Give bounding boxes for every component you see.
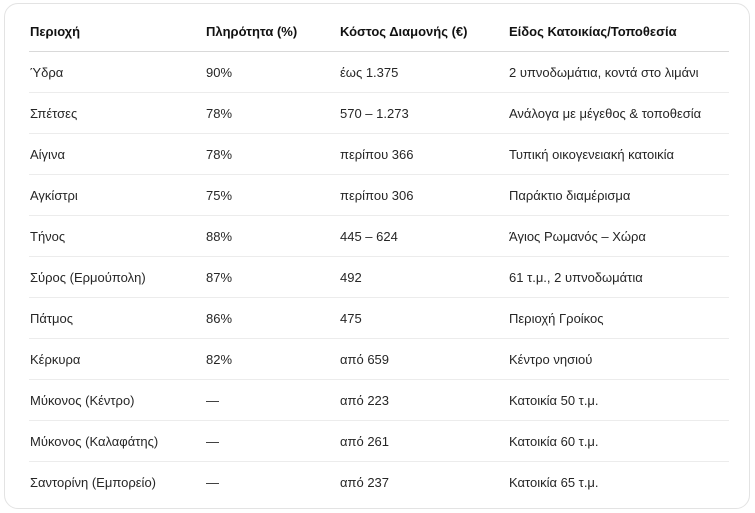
header-row <box>29 11 729 52</box>
cell-cost: 492 <box>339 257 508 298</box>
cell-region: Μύκονος (Καλαφάτης) <box>29 421 205 462</box>
table-row <box>29 421 729 462</box>
cell-housing-type: Τυπική οικογενειακή κατοικία <box>508 134 729 175</box>
cell-housing-type: Κατοικία 60 τ.μ. <box>508 421 729 462</box>
cell-cost: 475 <box>339 298 508 339</box>
table-row <box>29 380 729 421</box>
table-row <box>29 134 729 175</box>
cell-occupancy: 82% <box>205 339 339 380</box>
cell-housing-type: Κατοικία 65 τ.μ. <box>509 474 599 490</box>
cell-cost: από 261 <box>339 421 508 462</box>
cell-region: Σαντορίνη (Εμπορείο) <box>30 474 157 490</box>
cell-housing-type: 2 υπνοδωμάτια, κοντά στο λιμάνι <box>508 52 729 93</box>
cell-housing-type: 61 τ.μ., 2 υπνοδωμάτια <box>508 257 729 298</box>
cell-occupancy: 78% <box>205 93 339 134</box>
cell-occupancy: — <box>205 421 339 462</box>
cell-region: Τήνος <box>29 216 205 257</box>
cell-cost: περίπου 306 <box>339 175 508 216</box>
column-header-region: Περιοχή <box>29 11 205 52</box>
cell-occupancy: 78% <box>205 134 339 175</box>
cell-cost: περίπου 366 <box>339 134 508 175</box>
cell-housing-type: Κατοικία 50 τ.μ. <box>508 380 729 421</box>
cell-occupancy: — <box>205 380 339 421</box>
cell-region: Ύδρα <box>29 52 205 93</box>
table-row <box>29 216 729 257</box>
table-row <box>29 339 729 380</box>
cell-occupancy: 87% <box>205 257 339 298</box>
cell-region: Αγκίστρι <box>29 175 205 216</box>
table-card <box>4 3 750 509</box>
table-row <box>29 93 729 134</box>
cell-region: Σύρος (Ερμούπολη) <box>29 257 205 298</box>
cell-housing-type: Ανάλογα με μέγεθος & τοποθεσία <box>508 93 729 134</box>
cell-occupancy: — <box>206 474 219 490</box>
table-row <box>29 175 729 216</box>
table-row <box>29 257 729 298</box>
cell-cost: έως 1.375 <box>339 52 508 93</box>
cell-cost: από 237 <box>340 474 390 490</box>
table-body <box>29 52 729 503</box>
cell-cost: από 223 <box>339 380 508 421</box>
cell-housing-type: Περιοχή Γροίκος <box>508 298 729 339</box>
cell-cost: από 659 <box>339 339 508 380</box>
column-header-cost: Κόστος Διαμονής (€) <box>339 11 508 52</box>
column-header-occupancy: Πληρότητα (%) <box>205 11 339 52</box>
cell-occupancy: 88% <box>205 216 339 257</box>
table-row <box>29 52 729 93</box>
cell-housing-type: Κέντρο νησιού <box>508 339 729 380</box>
cell-region: Αίγινα <box>29 134 205 175</box>
column-header-housing-type: Είδος Κατοικίας/Τοποθεσία <box>508 11 729 52</box>
cell-occupancy: 75% <box>205 175 339 216</box>
cell-cost: 570 – 1.273 <box>339 93 508 134</box>
cell-housing-type: Άγιος Ρωμανός – Χώρα <box>508 216 729 257</box>
cell-occupancy: 86% <box>205 298 339 339</box>
table-header <box>29 11 729 52</box>
cell-region: Πάτμος <box>29 298 205 339</box>
table-row <box>29 298 729 339</box>
cell-region: Μύκονος (Κέντρο) <box>29 380 205 421</box>
data-table <box>29 11 729 502</box>
cell-region: Κέρκυρα <box>29 339 205 380</box>
cell-cost: 445 – 624 <box>339 216 508 257</box>
table-row <box>29 462 729 503</box>
cell-housing-type: Παράκτιο διαμέρισμα <box>508 175 729 216</box>
cell-region: Σπέτσες <box>29 93 205 134</box>
cell-occupancy: 90% <box>205 52 339 93</box>
